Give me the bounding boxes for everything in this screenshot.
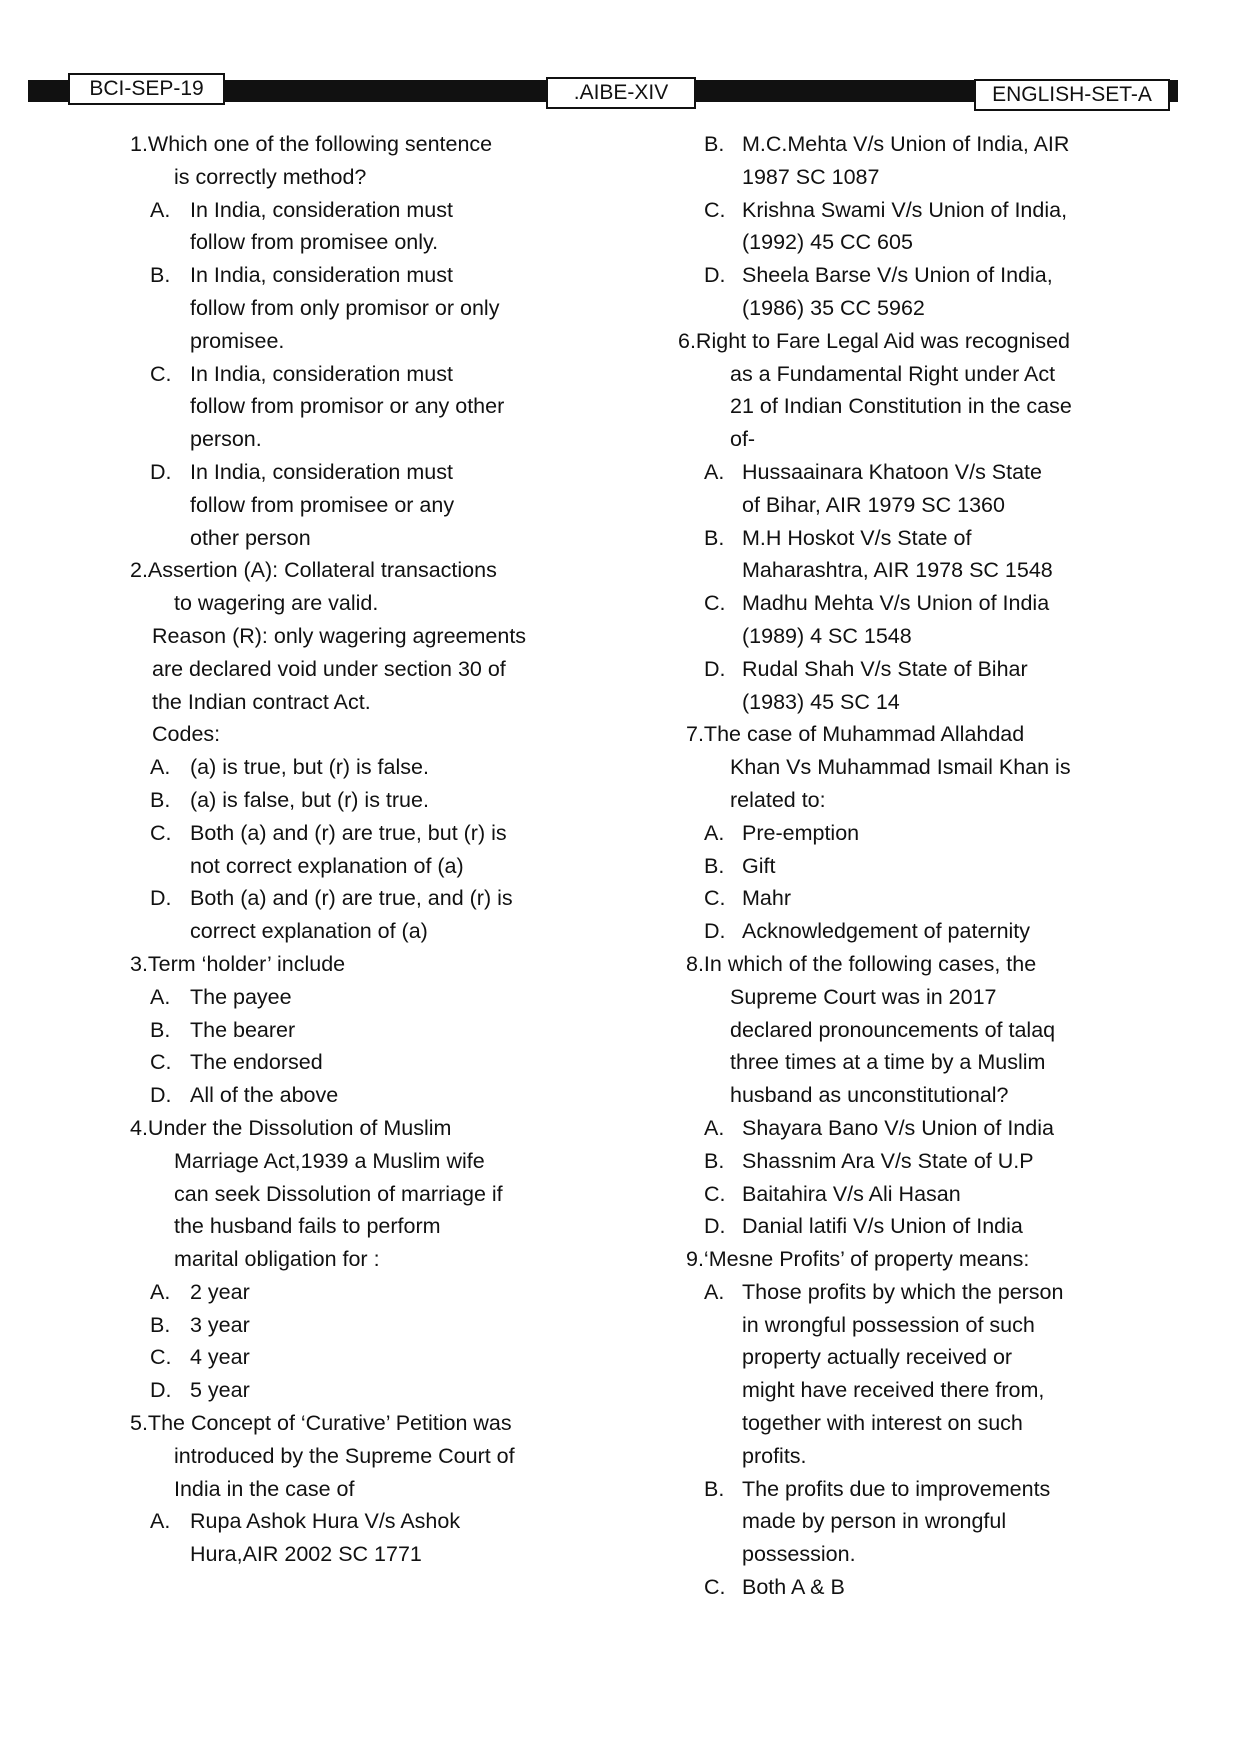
- question-text: 21 of Indian Constitution in the case: [730, 394, 1072, 419]
- option-d: [686, 915, 1106, 948]
- question-text: is correctly method?: [174, 164, 367, 189]
- option-label: D.: [150, 1083, 172, 1108]
- option-text-line: possession.: [742, 1542, 856, 1567]
- question-1: [130, 128, 610, 554]
- option-text: Both (a) and (r) are true, and (r) is: [190, 886, 513, 911]
- option-text-line: together with interest on such: [742, 1411, 1023, 1436]
- question-2: [130, 554, 610, 948]
- option-label: C.: [150, 820, 172, 845]
- question-text: 8.In which of the following cases, the: [686, 951, 1037, 976]
- option-label: C.: [704, 1181, 726, 1206]
- option-text: Hussaainara Khatoon V/s State: [742, 459, 1042, 484]
- option-a: [686, 1276, 1106, 1309]
- option-text: Pre-emption: [742, 820, 860, 845]
- option-text-line: 1987 SC 1087: [742, 164, 880, 189]
- option-text: All of the above: [190, 1083, 339, 1108]
- question-9: [686, 1243, 1106, 1604]
- option-text: (a) is false, but (r) is true.: [190, 787, 429, 812]
- question-6: [678, 325, 1106, 719]
- option-b: [686, 1145, 1106, 1178]
- option-label: A.: [704, 820, 725, 845]
- option-a: [686, 1112, 1106, 1145]
- option-label: A.: [704, 1115, 725, 1140]
- question-text: Supreme Court was in 2017: [730, 984, 997, 1009]
- option-a: [686, 456, 1106, 489]
- option-d: [130, 882, 610, 915]
- option-text: Those profits by which the person: [742, 1279, 1064, 1304]
- option-text-line: might have received there from,: [742, 1378, 1045, 1403]
- option-label: C.: [704, 197, 726, 222]
- option-text-line: Maharashtra, AIR 1978 SC 1548: [742, 558, 1053, 583]
- option-b: [130, 784, 610, 817]
- option-label: B.: [704, 525, 725, 550]
- option-c: [686, 1571, 1106, 1604]
- option-text: Gift: [742, 853, 776, 878]
- question-text: Marriage Act,1939 a Muslim wife: [174, 1148, 485, 1173]
- question-text: marital obligation for :: [174, 1247, 380, 1272]
- option-a: [130, 1505, 610, 1538]
- option-d: [130, 1374, 610, 1407]
- question-text: introduced by the Supreme Court of: [174, 1443, 515, 1468]
- option-label: D.: [150, 459, 172, 484]
- option-c: [686, 587, 1106, 620]
- option-text-line: (1983) 45 SC 14: [742, 689, 900, 714]
- option-text-line: not correct explanation of (a): [190, 853, 464, 878]
- option-d: [130, 1079, 610, 1112]
- question-text: related to:: [730, 787, 826, 812]
- option-text-line: follow from promisee or any: [190, 492, 455, 517]
- question-text: 6.Right to Fare Legal Aid was recognised: [678, 328, 1071, 353]
- option-label: C.: [704, 1575, 726, 1600]
- option-text: The endorsed: [190, 1050, 323, 1075]
- option-text: M.H Hoskot V/s State of: [742, 525, 972, 550]
- option-text: M.C.Mehta V/s Union of India, AIR: [742, 132, 1070, 156]
- option-b: [686, 850, 1106, 883]
- option-label: A.: [704, 459, 725, 484]
- option-text-line: of Bihar, AIR 1979 SC 1360: [742, 492, 1005, 517]
- option-d: [686, 259, 1106, 292]
- option-text-line: (1986) 35 CC 5962: [742, 295, 925, 320]
- question-text: declared pronouncements of talaq: [730, 1017, 1056, 1042]
- option-label: C.: [150, 1345, 172, 1370]
- option-text-line: follow from promisee only.: [190, 230, 439, 255]
- question-text: 2.Assertion (A): Collateral transactions: [130, 558, 497, 583]
- option-label: B.: [150, 787, 171, 812]
- question-text: 4.Under the Dissolution of Muslim: [130, 1115, 452, 1140]
- option-label: A.: [150, 1279, 171, 1304]
- option-label: B.: [150, 1017, 171, 1042]
- option-label: C.: [150, 361, 172, 386]
- question-text: 3.Term ‘holder’ include: [130, 951, 346, 976]
- option-label: A.: [150, 755, 171, 780]
- option-c: [130, 1341, 610, 1374]
- question-4: [130, 1112, 610, 1407]
- option-label: B.: [704, 1476, 725, 1501]
- option-b: [686, 522, 1106, 555]
- option-label: D.: [704, 919, 726, 944]
- option-label: B.: [704, 853, 725, 878]
- exam-set: ENGLISH-SET-A: [974, 79, 1170, 111]
- option-label: A.: [150, 984, 171, 1009]
- option-text: The profits due to improvements: [742, 1476, 1051, 1501]
- option-text: (a) is true, but (r) is false.: [190, 755, 429, 780]
- option-label: D.: [704, 1214, 726, 1239]
- option-text: In India, consideration must: [190, 459, 453, 484]
- option-text: Both A & B: [742, 1575, 845, 1600]
- option-label: B.: [704, 1148, 725, 1173]
- option-b: [686, 128, 1106, 161]
- question-text: India in the case of: [174, 1476, 355, 1501]
- option-b: [130, 1014, 610, 1047]
- option-text: 5 year: [190, 1378, 250, 1403]
- option-text-line: follow from promisor or any other: [190, 394, 505, 419]
- option-text: In India, consideration must: [190, 197, 453, 222]
- exam-code: BCI-SEP-19: [68, 73, 225, 105]
- option-text-line: in wrongful possession of such: [742, 1312, 1035, 1337]
- question-5: [130, 1407, 610, 1571]
- option-d: [686, 653, 1106, 686]
- question-8: [686, 948, 1106, 1243]
- option-text: 2 year: [190, 1279, 250, 1304]
- option-label: A.: [150, 1509, 171, 1534]
- option-a: [686, 817, 1106, 850]
- question-3: [130, 948, 610, 1112]
- option-label: D.: [150, 886, 172, 911]
- question-text: 9.‘Mesne Profits’ of property means:: [686, 1247, 1030, 1272]
- option-text: Shassnim Ara V/s State of U.P: [742, 1148, 1034, 1173]
- question-7: [686, 718, 1106, 948]
- question-text: can seek Dissolution of marriage if: [174, 1181, 503, 1206]
- option-c: [686, 882, 1106, 915]
- reason-text: are declared void under section 30 of: [152, 656, 506, 681]
- reason-text: the Indian contract Act.: [152, 689, 371, 714]
- option-text-line: (1992) 45 CC 605: [742, 230, 913, 255]
- question-text: 1.Which one of the following sentence: [130, 132, 493, 156]
- option-c: [130, 358, 610, 391]
- exam-title: .AIBE-XIV: [546, 77, 696, 109]
- option-c: [686, 194, 1106, 227]
- option-text-line: follow from only promisor or only: [190, 295, 500, 320]
- option-a: [130, 1276, 610, 1309]
- option-text-line: property actually received or: [742, 1345, 1013, 1370]
- option-text: Both (a) and (r) are true, but (r) is: [190, 820, 507, 845]
- option-text-line: correct explanation of (a): [190, 919, 428, 944]
- option-text: Danial latifi V/s Union of India: [742, 1214, 1023, 1239]
- option-text: Acknowledgement of paternity: [742, 919, 1031, 944]
- question-text: the husband fails to perform: [174, 1214, 441, 1239]
- option-label: B.: [150, 263, 171, 288]
- option-label: C.: [704, 886, 726, 911]
- option-b: [686, 1473, 1106, 1506]
- option-b: [130, 1309, 610, 1342]
- question-text: 5.The Concept of ‘Curative’ Petition was: [130, 1411, 512, 1436]
- option-c: [686, 1178, 1106, 1211]
- option-text-line: other person: [190, 525, 311, 550]
- option-label: C.: [150, 1050, 172, 1075]
- option-label: D.: [704, 656, 726, 681]
- option-text: The bearer: [190, 1017, 296, 1042]
- option-text-line: made by person in wrongful: [742, 1509, 1007, 1534]
- reason-text: Reason (R): only wagering agreements: [152, 623, 527, 648]
- option-label: C.: [704, 591, 726, 616]
- question-text: as a Fundamental Right under Act: [730, 361, 1056, 386]
- codes-label: Codes:: [152, 722, 221, 747]
- option-a: [130, 751, 610, 784]
- option-text: The payee: [190, 984, 292, 1009]
- option-text: Krishna Swami V/s Union of India,: [742, 197, 1068, 222]
- option-text-line: Hura,AIR 2002 SC 1771: [190, 1542, 422, 1567]
- question-text: husband as unconstitutional?: [730, 1083, 1009, 1108]
- option-text: 4 year: [190, 1345, 250, 1370]
- option-a: [130, 981, 610, 1014]
- option-text: Rupa Ashok Hura V/s Ashok: [190, 1509, 461, 1534]
- option-c: [130, 817, 610, 850]
- question-text: three times at a time by a Muslim: [730, 1050, 1046, 1075]
- option-d: [130, 456, 610, 489]
- option-c: [130, 1046, 610, 1079]
- option-text-line: person.: [190, 427, 262, 452]
- option-b: [130, 259, 610, 292]
- option-a: [130, 194, 610, 227]
- option-label: D.: [150, 1378, 172, 1403]
- option-text: Rudal Shah V/s State of Bihar: [742, 656, 1028, 681]
- option-label: B.: [704, 132, 725, 156]
- option-text: In India, consideration must: [190, 263, 453, 288]
- option-d: [686, 1210, 1106, 1243]
- option-text: Shayara Bano V/s Union of India: [742, 1115, 1054, 1140]
- option-text: Baitahira V/s Ali Hasan: [742, 1181, 961, 1206]
- question-text: 7.The case of Muhammad Allahdad: [686, 722, 1025, 747]
- question-text: to wagering are valid.: [174, 591, 379, 616]
- option-text: Mahr: [742, 886, 791, 911]
- option-text: Sheela Barse V/s Union of India,: [742, 263, 1053, 288]
- option-text-line: (1989) 4 SC 1548: [742, 623, 912, 648]
- option-text-line: profits.: [742, 1443, 807, 1468]
- question-text: Khan Vs Muhammad Ismail Khan is: [730, 755, 1071, 780]
- option-label: A.: [704, 1279, 725, 1304]
- question-text: of-: [730, 427, 756, 452]
- option-text: Madhu Mehta V/s Union of India: [742, 591, 1050, 616]
- left-column: [130, 128, 610, 1571]
- right-column: [678, 128, 1106, 1604]
- question-5-continued: [686, 128, 1106, 325]
- option-text-line: promisee.: [190, 328, 285, 353]
- option-text: In India, consideration must: [190, 361, 453, 386]
- option-label: B.: [150, 1312, 171, 1337]
- option-label: D.: [704, 263, 726, 288]
- option-text: 3 year: [190, 1312, 250, 1337]
- option-label: A.: [150, 197, 171, 222]
